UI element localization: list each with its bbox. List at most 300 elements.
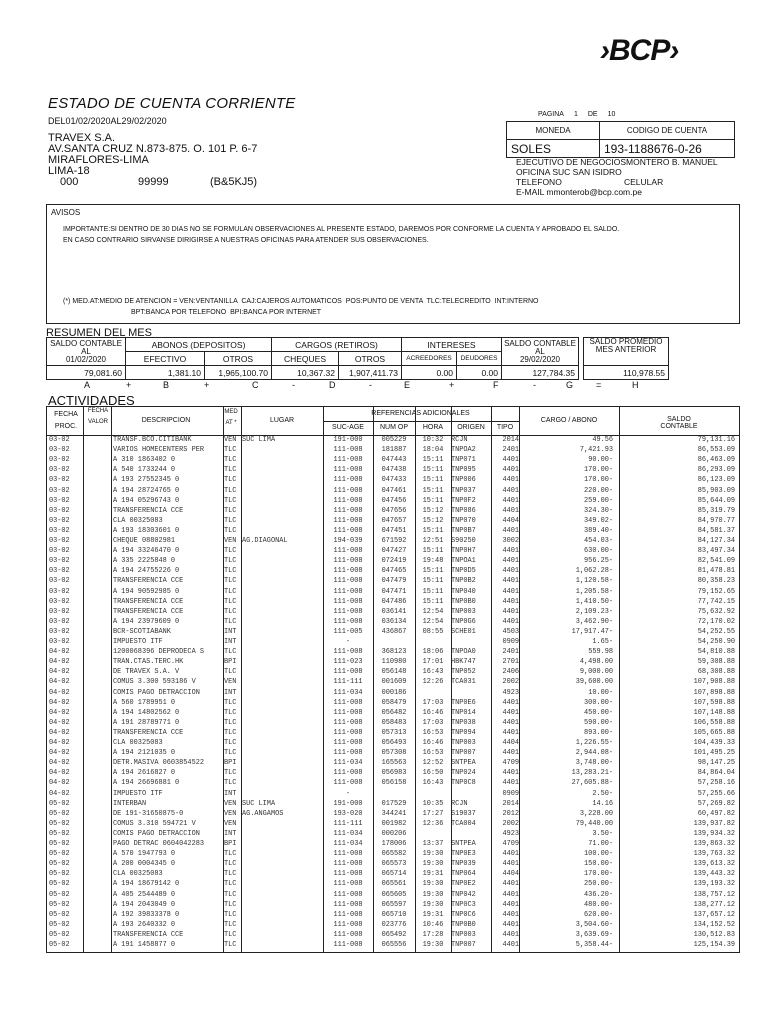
cell-fecha: 04-02 — [49, 698, 70, 707]
cell-saldo: 139,193.32 — [693, 880, 735, 889]
cell-descripcion: CLA 00325083 — [113, 516, 163, 525]
cell-origen: RCJN — [451, 436, 468, 444]
cell-origen: TCA031 — [451, 678, 476, 687]
table-row — [47, 598, 739, 608]
cell-suc-age: 111-008 — [333, 910, 363, 919]
cell-tipo: 4401 — [502, 617, 519, 626]
cell-origen: TNP0G6 — [451, 617, 476, 626]
cell-importe: 170.00- — [584, 870, 613, 879]
cell-tipo: 4401 — [502, 890, 519, 899]
cell-num-op: 047479 — [381, 577, 407, 586]
cell-suc-age: 111-008 — [333, 456, 363, 465]
checks-header: CHEQUES — [272, 352, 339, 366]
cell-med: TLC — [224, 708, 237, 717]
cell-med: TLC — [224, 456, 237, 465]
cell-saldo: 107,908.88 — [693, 678, 735, 687]
cell-fecha: 04-02 — [49, 749, 70, 758]
cell-saldo: 68,308.88 — [697, 668, 735, 677]
cell-hora: 18:06 — [422, 648, 444, 657]
cell-med: TLC — [224, 850, 237, 859]
cell-origen: TNP0B0 — [451, 597, 476, 606]
formula-symbol: G — [566, 380, 574, 390]
cell-fecha: 04-02 — [49, 648, 70, 657]
cell-fecha: 05-02 — [49, 910, 70, 919]
cell-descripcion: A 194 2121035 0 — [113, 749, 176, 758]
table-row — [47, 638, 739, 648]
cell-saldo: 79,131.16 — [697, 436, 735, 444]
cell-origen: TNP0E3 — [451, 850, 476, 859]
formula-symbol: D — [329, 380, 336, 390]
executive-info — [516, 157, 718, 197]
cell-num-op: 057313 — [381, 728, 407, 737]
cell-importe: 5,358.44- — [575, 941, 613, 949]
cell-suc-age: 111-008 — [333, 668, 363, 677]
cell-importe: 454.03- — [584, 537, 613, 545]
cell-origen: TNP006 — [451, 476, 476, 485]
cell-suc-age: 111-008 — [333, 557, 363, 566]
cell-hora: 19:30 — [422, 860, 444, 869]
cell-origen: TNP003 — [451, 930, 476, 939]
page-total: 10 — [607, 111, 616, 118]
cell-importe: 27,605.88- — [571, 779, 613, 788]
cell-num-op: 058483 — [381, 718, 407, 727]
cell-hora: 16:43 — [422, 779, 444, 788]
cell-hora: 12:52 — [422, 759, 444, 768]
cell-num-op: 057308 — [381, 749, 407, 758]
cell-med: TLC — [224, 567, 237, 576]
table-row — [47, 547, 739, 557]
table-row — [47, 557, 739, 567]
cell-descripcion: A 192 39833378 0 — [113, 910, 180, 919]
cell-origen: TNP007 — [451, 941, 476, 949]
cell-saldo: 130,512.83 — [693, 930, 735, 939]
cell-tipo: 4709 — [502, 840, 519, 848]
table-row — [47, 921, 739, 931]
cell-fecha: 03-02 — [49, 476, 70, 485]
cell-importe: 2,109.23- — [575, 607, 613, 616]
table-row — [47, 476, 739, 486]
table-row — [47, 487, 739, 497]
average-balance-value: 110,978.55 — [584, 366, 669, 380]
cell-tipo: 4401 — [502, 920, 519, 929]
cell-lugar: SUC LIMA — [242, 799, 276, 808]
table-row — [47, 608, 739, 618]
account-code-label: CODIGO DE CUENTA — [600, 122, 735, 140]
cell-fecha: 04-02 — [49, 718, 70, 727]
summary-table — [46, 337, 669, 380]
client-code-3: (B&5KJ5) — [210, 176, 258, 188]
cell-saldo: 80,358.23 — [697, 577, 735, 586]
cell-med: TLC — [224, 900, 237, 909]
cell-tipo: 4401 — [502, 779, 519, 788]
cell-hora: 15:11 — [422, 587, 444, 596]
cell-num-op: 056482 — [381, 708, 407, 717]
cell-med: INT — [224, 688, 237, 697]
formula-symbol: - — [292, 380, 295, 390]
col-cargo-abono: CARGO / ABONO — [540, 417, 598, 424]
cell-descripcion: A 310 1863402 0 — [113, 456, 176, 465]
cell-descripcion: A 191 1458877 0 — [113, 941, 176, 949]
cell-hora: 15:11 — [422, 466, 444, 475]
table-row — [47, 648, 739, 658]
cell-num-op: 056158 — [381, 779, 407, 788]
debtor-interest-value: 0.00 — [457, 366, 502, 380]
cell-num-op: 047443 — [381, 456, 407, 465]
document-title: ESTADO DE CUENTA CORRIENTE — [48, 95, 296, 112]
cell-saldo: 101,495.25 — [693, 749, 735, 758]
notice-line-4: BPT:BANCA POR TELEFONO BPI:BANCA POR INTERNET — [131, 309, 322, 316]
cell-origen: S19037 — [451, 809, 476, 818]
other-debits-header: OTROS — [339, 352, 402, 366]
cell-med: TLC — [224, 920, 237, 929]
cell-saldo: 139,937.82 — [693, 819, 735, 828]
cell-lugar: AG.ANGAMOS — [242, 809, 284, 818]
cell-descripcion: A 193 27552345 0 — [113, 476, 180, 485]
cell-fecha: 03-02 — [49, 446, 70, 455]
cell-descripcion: A 194 18679142 0 — [113, 880, 180, 889]
cell-hora: 19:30 — [422, 880, 444, 889]
checks-value: 10,367.32 — [272, 366, 339, 380]
cell-suc-age: 111-111 — [333, 819, 363, 828]
cell-descripcion: TRANSFERENCIA CCE — [113, 607, 184, 616]
cell-origen: TNP0B2 — [451, 577, 476, 586]
cell-importe: 1,410.50- — [575, 597, 613, 606]
cell-saldo: 72,170.02 — [697, 617, 735, 626]
cell-hora: 17:03 — [422, 718, 444, 727]
other-credits-value: 1,965,100.70 — [205, 366, 272, 380]
cell-origen: TNP086 — [451, 506, 476, 515]
cell-med: TLC — [224, 577, 237, 586]
cell-importe: 170.00- — [584, 466, 613, 475]
table-row — [47, 577, 739, 587]
cell-fecha: 03-02 — [49, 567, 70, 576]
cell-importe: 3,504.60- — [575, 920, 613, 929]
executive-office: OFICINA SUC SAN ISIDRO — [516, 167, 622, 177]
cell-saldo: 83,497.34 — [697, 547, 735, 556]
formula-symbol: = — [596, 380, 602, 390]
cell-saldo: 85,903.09 — [697, 486, 735, 495]
cell-descripcion: A 194 26696881 0 — [113, 779, 180, 788]
cell-hora: 16:53 — [422, 728, 444, 737]
cell-descripcion: IMPUESTO ITF — [113, 638, 163, 646]
page-of-label: DE — [587, 111, 598, 118]
cell-hora: 19:30 — [422, 890, 444, 899]
table-row — [47, 931, 739, 941]
cell-suc-age: 111-034 — [333, 759, 363, 768]
cell-hora: 15:11 — [422, 456, 444, 465]
cell-med: TLC — [224, 739, 237, 747]
cell-med: VEN — [224, 537, 237, 545]
cell-saldo: 84,581.37 — [697, 526, 735, 535]
cell-origen: TNP094 — [451, 728, 476, 737]
cell-num-op: 000206 — [381, 829, 407, 838]
cell-num-op: 110980 — [381, 658, 407, 667]
cell-suc-age: 111-008 — [333, 577, 363, 586]
cell-num-op: 368123 — [381, 648, 407, 657]
cell-descripcion: VARIOS HOMECENTERS PER — [113, 446, 204, 455]
header-divider — [323, 421, 519, 422]
col-suc-age: SUC-AGE — [332, 424, 364, 431]
cell-descripcion: TRANSF.BCO.CITIBANK — [113, 436, 192, 444]
cell-fecha: 04-02 — [49, 708, 70, 717]
currency-value: SOLES — [507, 140, 600, 158]
client-name: TRAVEX S.A. — [48, 132, 116, 144]
cell-fecha: 05-02 — [49, 941, 70, 949]
notices-legend — [63, 296, 539, 318]
cell-tipo: 4923 — [502, 688, 519, 697]
table-row — [47, 941, 739, 951]
cell-suc-age: 111-008 — [333, 617, 363, 626]
cell-fecha: 04-02 — [49, 759, 70, 768]
cell-fecha: 04-02 — [49, 668, 70, 677]
cell-num-op: 047471 — [381, 587, 407, 596]
formula-symbol: - — [369, 380, 372, 390]
table-row — [47, 759, 739, 769]
opening-balance-date: 01/02/2020 — [65, 354, 107, 364]
cell-suc-age: 111-008 — [333, 769, 363, 778]
cell-num-op: 001609 — [381, 678, 407, 687]
cell-tipo: 4401 — [502, 547, 519, 556]
table-row — [47, 911, 739, 921]
cell-hora: 15:11 — [422, 547, 444, 556]
cell-num-op: 065582 — [381, 850, 407, 859]
client-codes — [60, 176, 257, 188]
cell-hora: 10:46 — [422, 920, 444, 929]
table-row — [47, 779, 739, 789]
cell-tipo: 2012 — [502, 809, 519, 818]
cell-hora: 13:37 — [422, 840, 444, 848]
cell-hora: 16:50 — [422, 769, 444, 778]
cell-descripcion: DETR.MASIVA 0603854522 — [113, 759, 204, 768]
table-row — [47, 668, 739, 678]
cell-fecha: 03-02 — [49, 607, 70, 616]
cell-suc-age: 111-008 — [333, 526, 363, 535]
table-row — [47, 588, 739, 598]
cell-fecha: 03-02 — [49, 516, 70, 525]
cell-med: TLC — [224, 749, 237, 758]
cell-hora: 19:31 — [422, 910, 444, 919]
formula-symbol: F — [493, 380, 499, 390]
cell-descripcion: IMPUESTO ITF — [113, 789, 163, 798]
cell-suc-age: 111-008 — [333, 941, 363, 949]
cell-origen: SNTPEA — [451, 840, 476, 848]
table-row — [47, 719, 739, 729]
cell-importe: 324.30- — [584, 506, 613, 515]
cell-origen: TCA004 — [451, 819, 476, 828]
cell-fecha: 04-02 — [49, 739, 70, 747]
cell-tipo: 4401 — [502, 900, 519, 909]
cell-med: TLC — [224, 476, 237, 485]
cell-importe: 3,639.69- — [575, 930, 613, 939]
cell-importe: 1,226.55- — [575, 739, 613, 747]
credits-header: ABONOS (DEPOSITOS) — [126, 338, 272, 352]
table-row — [47, 769, 739, 779]
cell-med: TLC — [224, 557, 237, 566]
table-row — [47, 567, 739, 577]
cell-fecha: 05-02 — [49, 829, 70, 838]
cell-saldo: 139,443.32 — [693, 870, 735, 879]
table-row — [47, 790, 739, 800]
table-row — [47, 618, 739, 628]
cell-importe: 3,228.00 — [579, 809, 613, 818]
cell-num-op: 047461 — [381, 486, 407, 495]
page-label: PAGINA — [538, 111, 564, 118]
cell-importe: 250.00- — [584, 880, 613, 889]
cell-importe: 49.56 — [592, 436, 613, 444]
cell-med: TLC — [224, 779, 237, 788]
cell-num-op: 056493 — [381, 739, 407, 747]
cell-hora: 15:11 — [422, 597, 444, 606]
cell-med: VEN — [224, 799, 237, 808]
cell-saldo: 137,657.12 — [693, 910, 735, 919]
cell-lugar: AG.DIAGONAL — [242, 537, 288, 545]
cell-num-op: 047486 — [381, 597, 407, 606]
cell-tipo: 4401 — [502, 860, 519, 869]
cell-tipo: 2401 — [502, 446, 519, 455]
table-row — [47, 456, 739, 466]
cell-fecha: 03-02 — [49, 638, 70, 646]
cell-num-op: 065605 — [381, 890, 407, 899]
cell-descripcion: A 335 2225848 0 — [113, 557, 176, 566]
cell-med: TLC — [224, 506, 237, 515]
cell-importe: 450.00- — [584, 708, 613, 717]
formula-symbol: H — [632, 380, 639, 390]
cell-importe: 7,421.93 — [579, 446, 613, 455]
formula-symbol: + — [449, 380, 455, 390]
cell-suc-age: 111-008 — [333, 698, 363, 707]
col-num-op: NUM OP — [380, 424, 408, 431]
table-row — [47, 628, 739, 638]
opening-balance-value: 79,081.60 — [47, 366, 126, 380]
cell-origen: TNP040 — [451, 587, 476, 596]
notices-heading: AVISOS — [51, 208, 81, 217]
cell-saldo: 57,258.16 — [697, 779, 735, 788]
cell-num-op: 036141 — [381, 607, 407, 616]
col-fecha-valor: FECHA VALOR — [87, 408, 109, 425]
cell-descripcion: COMIS PAGO DETRACCION — [113, 829, 200, 838]
cell-saldo: 86,123.09 — [697, 476, 735, 485]
cell-med: TLC — [224, 668, 237, 677]
cell-saldo: 85,319.79 — [697, 506, 735, 515]
cell-tipo: 2002 — [502, 678, 519, 687]
col-fecha-proc: FECHA PROC. — [54, 411, 78, 430]
cell-saldo: 138,277.12 — [693, 900, 735, 909]
cell-tipo: 4401 — [502, 850, 519, 859]
cell-saldo: 107,598.88 — [693, 698, 735, 707]
cell-hora: 19:48 — [422, 557, 444, 566]
cell-suc-age: 111-008 — [333, 749, 363, 758]
cash-value: 1,381.10 — [126, 366, 205, 380]
opening-balance-label: SALDO CONTABLE AL — [50, 338, 122, 356]
cell-fecha: 04-02 — [49, 789, 70, 798]
column-divider — [373, 407, 374, 952]
cell-origen: TNP042 — [451, 890, 476, 899]
cell-num-op: 165563 — [381, 759, 407, 768]
cell-saldo: 54,250.90 — [697, 638, 735, 646]
cell-suc-age: 111-111 — [333, 678, 363, 687]
cell-importe: 17,917.47- — [571, 627, 613, 636]
cell-suc-age: 111-008 — [333, 476, 363, 485]
cell-suc-age: 111-008 — [333, 870, 363, 879]
cell-importe: 620.00- — [584, 910, 613, 919]
cell-importe: 90.00- — [588, 456, 613, 465]
cell-fecha: 03-02 — [49, 436, 70, 444]
closing-balance-date: 29/02/2020 — [519, 354, 561, 364]
cell-fecha: 05-02 — [49, 880, 70, 889]
cell-med: TLC — [224, 496, 237, 505]
cell-hora: 16:43 — [422, 668, 444, 677]
cell-suc-age: 111-005 — [333, 627, 363, 636]
debits-header: CARGOS (RETIROS) — [272, 338, 402, 352]
cell-importe: 956.25- — [584, 557, 613, 566]
cell-tipo: 4401 — [502, 910, 519, 919]
cell-suc-age: 111-008 — [333, 506, 363, 515]
cell-origen: HBK747 — [451, 658, 476, 667]
cell-origen: TNP0D5 — [451, 567, 476, 576]
cell-fecha: 05-02 — [49, 799, 70, 808]
cell-tipo: 4401 — [502, 456, 519, 465]
cell-fecha: 05-02 — [49, 900, 70, 909]
cell-hora: 19:30 — [422, 941, 444, 949]
cell-suc-age: 111-008 — [333, 587, 363, 596]
cell-origen: TNP095 — [451, 466, 476, 475]
cell-num-op: 036134 — [381, 617, 407, 626]
cell-suc-age: 193-020 — [333, 809, 363, 818]
table-row — [47, 678, 739, 688]
notice-line-2: EN CASO CONTRARIO SIRVANSE DIRIGIRSE A NUESTRAS OFICINAS PARA ATENDER SUS OBSERVACIONES. — [63, 237, 429, 244]
table-row — [47, 446, 739, 456]
cell-tipo: 2002 — [502, 819, 519, 828]
formula-symbol: + — [204, 380, 210, 390]
cell-tipo: 4401 — [502, 597, 519, 606]
opening-balance-header — [47, 338, 126, 366]
cell-tipo: 4923 — [502, 829, 519, 838]
cell-hora: 15:11 — [422, 567, 444, 576]
cell-med: TLC — [224, 648, 237, 657]
table-row — [47, 436, 739, 446]
cell-tipo: 4401 — [502, 476, 519, 485]
cell-suc-age: 111-034 — [333, 829, 363, 838]
cell-med: INT — [224, 627, 237, 636]
page-current: 1 — [573, 111, 578, 118]
cell-descripcion: PAGO DETRAC 0604042283 — [113, 840, 204, 848]
cell-med: TLC — [224, 607, 237, 616]
executive-name: EJECUTIVO DE NEGOCIOSMONTERO B. MANUEL — [516, 157, 718, 167]
cell-descripcion: A 194 90592985 0 — [113, 587, 180, 596]
cell-suc-age: 111-008 — [333, 496, 363, 505]
cell-tipo: 4401 — [502, 941, 519, 949]
cell-fecha: 05-02 — [49, 850, 70, 859]
cell-suc-age: - — [345, 789, 351, 798]
cell-fecha: 03-02 — [49, 557, 70, 566]
table-row — [47, 891, 739, 901]
cell-descripcion: A 193 2640332 0 — [113, 920, 176, 929]
cell-hora: 08:55 — [422, 627, 444, 636]
cell-lugar: SUC LIMA — [242, 436, 276, 444]
cash-header: EFECTIVO — [126, 352, 205, 366]
cell-hora: 12:26 — [422, 678, 444, 687]
account-code-value: 193-1188676-0-26 — [600, 140, 735, 158]
table-row — [47, 749, 739, 759]
cell-fecha: 03-02 — [49, 456, 70, 465]
cell-saldo: 60,497.82 — [697, 809, 735, 818]
cell-fecha: 05-02 — [49, 870, 70, 879]
cell-suc-age: 111-008 — [333, 446, 363, 455]
cell-num-op: 344241 — [381, 809, 407, 818]
client-code-2: 99999 — [138, 176, 169, 188]
cell-med: TLC — [224, 516, 237, 525]
notice-line-3: (*) MED.AT:MEDIO DE ATENCION = VEN:VENTANILLA CAJ:CAJEROS AUTOMATICOS POS:PUNTO DE VENTA TLC:TELECREDITO INT:INTERNO — [63, 298, 539, 305]
